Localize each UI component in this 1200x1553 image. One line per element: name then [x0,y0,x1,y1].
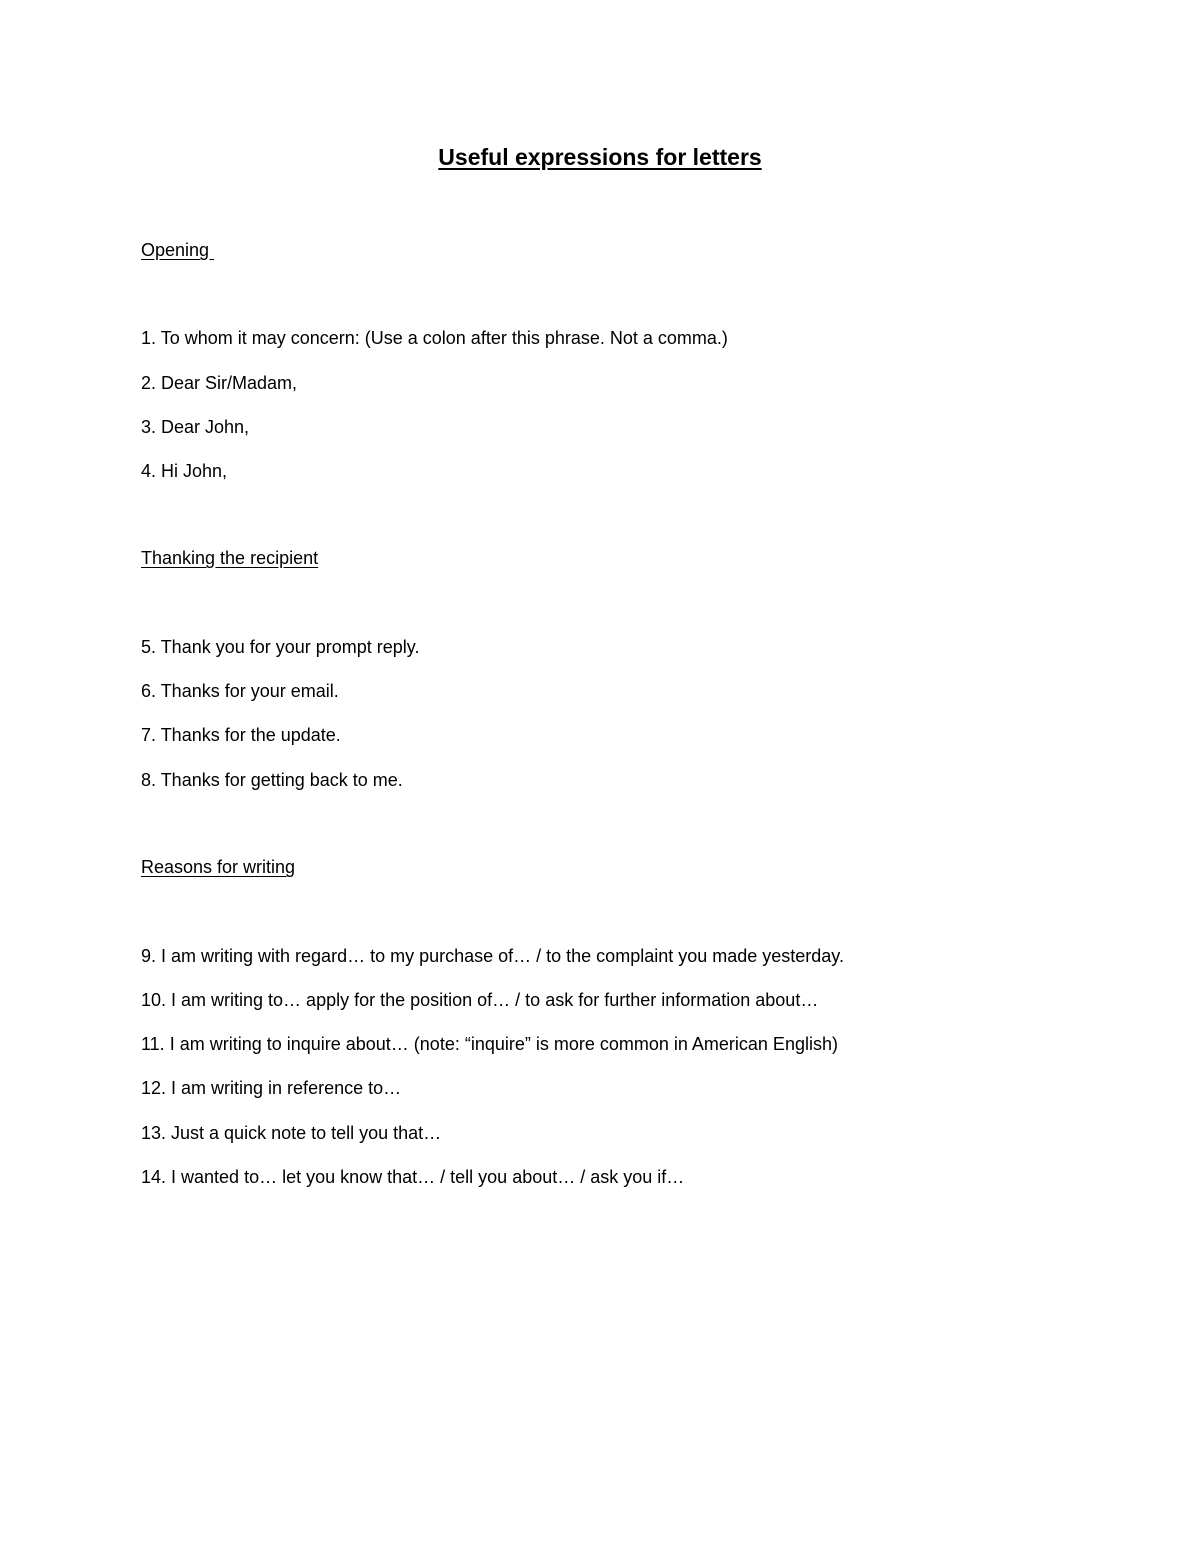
list-item: 9. I am writing with regard… to my purchase of… / to the complaint you made yesterday. [141,946,844,966]
list-item: 5. Thank you for your prompt reply. [141,637,420,657]
list-item: 8. Thanks for getting back to me. [141,770,403,790]
list-item: 10. I am writing to… apply for the position of… / to ask for further information about… [141,990,819,1010]
list-item: 12. I am writing in reference to… [141,1078,402,1098]
list-item: 14. I wanted to… let you know that… / tell you about… / ask you if… [141,1167,685,1187]
list-item: 1. To whom it may concern: (Use a colon after this phrase. Not a comma.) [141,328,728,348]
list-item: 7. Thanks for the update. [141,725,341,745]
section-heading-opening: Opening [141,240,215,260]
list-item: 4. Hi John, [141,461,228,481]
list-item: 13. Just a quick note to tell you that… [141,1123,442,1143]
section-heading-thanking: Thanking the recipient [141,548,319,568]
list-item: 11. I am writing to inquire about… (note: “inquire” is more common in American English) [141,1034,838,1054]
list-item: 3. Dear John, [141,417,250,437]
list-item: 6. Thanks for your email. [141,681,339,701]
page-title: Useful expressions for letters [438,144,762,170]
section-heading-reasons: Reasons for writing [141,857,296,877]
list-item: 2. Dear Sir/Madam, [141,373,298,393]
